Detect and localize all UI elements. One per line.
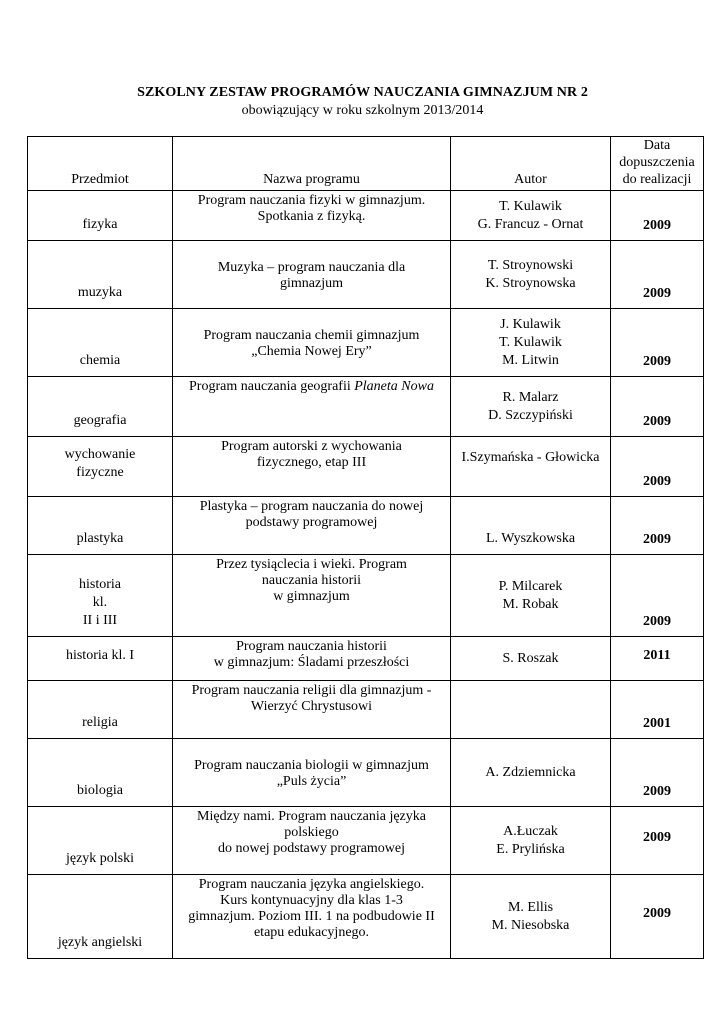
program-cell (173, 875, 451, 959)
author-line: M. Litwin (502, 352, 559, 368)
program-cell (173, 241, 451, 309)
program-cell (173, 555, 451, 637)
subject-cell (28, 807, 173, 875)
subject-line: biologia (77, 783, 123, 798)
program-line: Program nauczania historii (236, 639, 387, 654)
author-line: M. Niesobska (491, 917, 570, 933)
programs-table (27, 136, 704, 959)
subject-line: II i III (82, 613, 118, 628)
table-row (28, 681, 704, 739)
approval-year-cell: 2009 (611, 309, 704, 377)
author-line: A. Zdziemnicka (485, 764, 576, 780)
program-cell (173, 739, 451, 807)
table-header-row (28, 137, 704, 191)
author-line: S. Roszak (502, 650, 559, 666)
author-line: M. Robak (502, 596, 559, 612)
approval-year-cell: 2009 (611, 437, 704, 497)
approval-year-cell: 2001 (611, 681, 704, 739)
program-line: Spotkania z fizyką. (257, 209, 366, 224)
subject-cell (28, 875, 173, 959)
subject-line: historia kl. I (65, 647, 135, 663)
subject-line: kl. (92, 595, 108, 610)
program-line: Program nauczania biologii w gimnazjum (194, 757, 429, 773)
author-line: T. Stroynowski (487, 257, 574, 273)
program-cell (173, 637, 451, 681)
table-row (28, 377, 704, 437)
approval-year-cell: 2009 (611, 191, 704, 241)
author-cell (451, 637, 611, 681)
subject-cell (28, 191, 173, 241)
table-row (28, 309, 704, 377)
program-line: „Puls życia” (276, 773, 347, 789)
subject-line: historia (79, 577, 121, 592)
author-cell (451, 875, 611, 959)
subject-cell (28, 739, 173, 807)
author-cell (451, 555, 611, 637)
program-line: gimnazjum. Poziom III. 1 na podbudowie II (188, 909, 435, 924)
program-line: nauczania historii (261, 573, 362, 588)
column-header-date (611, 137, 704, 191)
table-row (28, 739, 704, 807)
table-row (28, 497, 704, 555)
program-cell (173, 681, 451, 739)
author-cell (451, 377, 611, 437)
author-cell (451, 681, 611, 739)
program-line: Przez tysiąclecia i wieki. Program (216, 557, 407, 572)
program-cell (173, 377, 451, 437)
subject-line: geografia (73, 413, 127, 428)
column-header-subject: Przedmiot (28, 137, 173, 191)
program-cell (173, 807, 451, 875)
program-line: w gimnazjum (273, 589, 350, 604)
approval-year-cell: 2009 (611, 555, 704, 637)
author-cell (451, 191, 611, 241)
subject-cell (28, 637, 173, 681)
table-row (28, 875, 704, 959)
subject-line: chemia (79, 353, 121, 368)
subject-cell (28, 555, 173, 637)
column-header-date-line2: do realizacji (622, 172, 692, 187)
program-line: Muzyka – program nauczania dla (217, 259, 406, 275)
program-line: Program nauczania języka angielskiego. (198, 877, 425, 892)
program-line: Między nami. Program nauczania języka (197, 809, 426, 824)
subject-cell (28, 377, 173, 437)
table-row (28, 807, 704, 875)
program-line: Program nauczania fizyki w gimnazjum. (197, 193, 426, 208)
author-cell (451, 807, 611, 875)
approval-year-cell: 2009 (611, 875, 704, 959)
author-line: I.Szymańska - Głowicka (461, 450, 600, 465)
subject-line: język angielski (57, 935, 143, 950)
table-row (28, 241, 704, 309)
subject-line: fizyczne (76, 464, 124, 480)
subject-line: fizyka (82, 217, 118, 232)
author-line: P. Milcarek (498, 578, 563, 594)
approval-year-cell: 2009 (611, 807, 704, 875)
subject-line: plastyka (76, 531, 124, 546)
column-header-program: Nazwa programu (173, 137, 451, 191)
document-title: SZKOLNY ZESTAW PROGRAMÓW NAUCZANIA GIMNAZJUM NR 2 (137, 85, 588, 100)
approval-year-cell: 2009 (611, 739, 704, 807)
column-header-date-line1: Data dopuszczenia (619, 138, 695, 170)
table-row (28, 637, 704, 681)
program-cell (173, 497, 451, 555)
program-line: fizycznego, etap III (256, 455, 367, 470)
approval-year-cell: 2009 (611, 377, 704, 437)
subject-line: wychowanie (64, 446, 136, 462)
program-cell (173, 309, 451, 377)
program-line: polskiego (284, 825, 339, 840)
author-line: D. Szczypiński (488, 407, 573, 423)
approval-year-cell: 2009 (611, 497, 704, 555)
program-line: Plastyka – program nauczania do nowej (199, 499, 424, 514)
author-line: T. Kulawik (499, 198, 562, 214)
approval-year-cell: 2011 (611, 637, 704, 681)
program-cell (173, 191, 451, 241)
subject-cell (28, 681, 173, 739)
program-line: w gimnazjum: Śladami przeszłości (213, 655, 410, 670)
author-cell (451, 497, 611, 555)
author-line: J. Kulawik (500, 316, 561, 332)
program-line (176, 379, 447, 395)
author-line: E. Prylińska (496, 841, 565, 857)
subject-line: religia (82, 715, 118, 730)
approval-year-cell: 2009 (611, 241, 704, 309)
program-text: Program nauczania geografii (189, 379, 355, 394)
subject-cell (28, 437, 173, 497)
program-cell (173, 437, 451, 497)
author-line: K. Stroynowska (485, 275, 576, 291)
program-line: Program autorski z wychowania (221, 439, 402, 454)
table-row (28, 191, 704, 241)
program-title-italic: Planeta Nowa (354, 379, 434, 394)
table-row (28, 555, 704, 637)
program-line: Kurs kontynuacyjny dla klas 1-3 (220, 893, 403, 908)
subject-line: język polski (65, 851, 135, 866)
program-line: gimnazjum (280, 275, 343, 291)
subject-cell (28, 497, 173, 555)
document-subtitle: obowiązujący w roku szkolnym 2013/2014 (241, 103, 484, 118)
author-line: T. Kulawik (499, 334, 562, 350)
column-header-author: Autor (451, 137, 611, 191)
subject-cell (28, 309, 173, 377)
subject-line: muzyka (77, 285, 123, 300)
author-line: G. Francuz - Ornat (477, 216, 584, 232)
author-line: A.Łuczak (503, 823, 558, 839)
author-cell (451, 241, 611, 309)
program-line: etapu edukacyjnego. (253, 925, 370, 940)
program-line: do nowej podstawy programowej (217, 841, 406, 856)
program-line: „Chemia Nowej Ery” (251, 343, 372, 359)
subject-cell (28, 241, 173, 309)
program-line: Program nauczania chemii gimnazjum (203, 327, 420, 343)
author-cell (451, 739, 611, 807)
program-line: Wierzyć Chrystusowi (250, 699, 373, 714)
program-line: podstawy programowej (245, 515, 378, 530)
table-row (28, 437, 704, 497)
author-cell (451, 309, 611, 377)
author-line: M. Ellis (507, 899, 554, 915)
program-line: Program nauczania religii dla gimnazjum - (191, 683, 432, 698)
author-cell (451, 437, 611, 497)
author-line: R. Malarz (502, 389, 559, 405)
author-line: L. Wyszkowska (485, 531, 576, 546)
